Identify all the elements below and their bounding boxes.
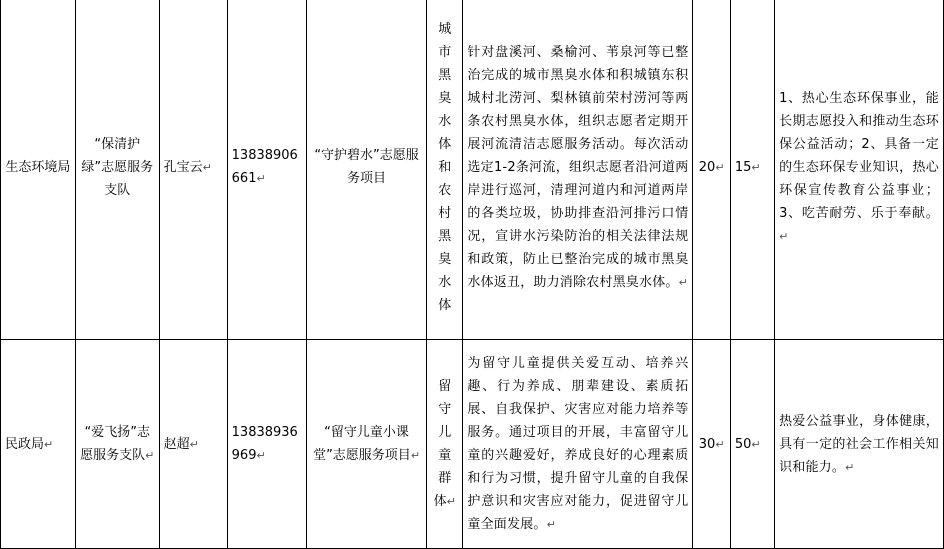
num1-cell: 30↵ [693,340,730,549]
department-cell: 生态环境局 [1,0,76,340]
department-cell: 民政局↵ [1,340,76,549]
num2-cell: 50↵ [730,340,774,549]
phone-cell: 13838936969↵ [227,340,306,549]
project-cell: “留守儿童小课堂”志愿服务项目↵ [306,340,426,549]
num2-cell: 15↵ [730,0,774,340]
requirements-cell: 热爱公益事业，身体健康，具有一定的社会工作相关知识和能力。↵ [775,340,944,549]
team-cell: “爱飞扬”志愿服务支队↵ [75,340,159,549]
table-row [1,340,944,549]
target-cell: 城市黑臭水体和农村黑臭水体 [427,0,463,340]
team-cell: “保清护绿”志愿服务支队 [75,0,159,340]
target-cell: 留守儿童群体↵ [427,340,463,549]
content-cell: 针对盘溪河、桑榆河、苇泉河等已整治完成的城市黑臭水体和积城镇东积城村北涝河、梨林镇前荣村涝河等两条农村黑臭水体，组织志愿者定期开展河流清洁志愿服务活动。每次活动选定1-2条河流，组织志愿者沿河道两岸进行巡河，清理河道内和河道两岸的各类垃圾，协助排查沿河排污口情况，宣讲水污染防治的相关法律法规和政策，防止已整治完成的城市黑臭水体返丑，助力消除农村黑臭水体。↵ [463,0,693,340]
phone-cell: 13838906661↵ [227,0,306,340]
contact-cell: 孔宝云↵ [159,0,227,340]
table-row [1,0,944,340]
content-cell: 为留守儿童提供关爱互动、培养兴趣、行为养成、朋辈建设、素质拓展、自我保护、灾害应对能力培养等服务。通过项目的开展，丰富留守儿童的兴趣爱好，养成良好的心理素质和行为习惯，提升留守儿童的自我保护意识和灾害应对能力，促进留守儿童全面发展。↵ [463,340,693,549]
num1-cell: 20↵ [693,0,730,340]
contact-cell: 赵超↵ [159,340,227,549]
requirements-cell: 1、热心生态环保事业，能长期志愿投入和推动生态环保公益活动；2、具备一定的生态环保专业知识，热心环保宣传教育公益事业；3、吃苦耐劳、乐于奉献。↵ [775,0,944,340]
project-cell: “守护碧水”志愿服务项目 [306,0,426,340]
